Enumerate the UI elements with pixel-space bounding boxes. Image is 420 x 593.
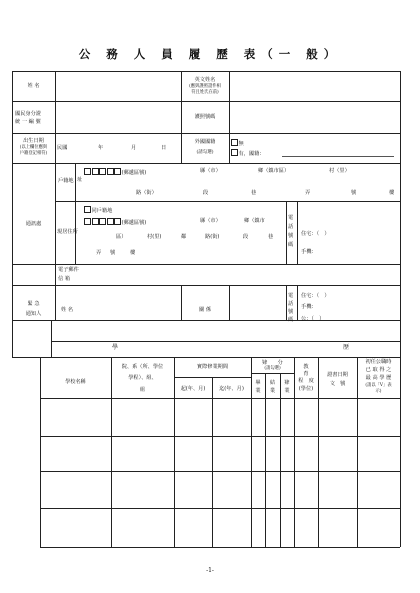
household-floor: 樓	[389, 190, 395, 196]
birth-year-unit: 年	[98, 145, 104, 151]
residence-road: 路(街)	[205, 234, 220, 240]
highest-degree-header: (請以「V」表	[365, 383, 392, 388]
passport-field[interactable]	[230, 102, 399, 132]
foreign-has-option[interactable]: 有，國籍：	[231, 149, 264, 158]
household-number: 號	[351, 190, 357, 196]
household-village: 村（里）	[329, 168, 350, 174]
home-phone-field[interactable]: 住宅：（ ）	[301, 231, 330, 237]
emergency-home-phone[interactable]: 住宅：（ ）	[301, 293, 330, 299]
household-alley: 弄	[305, 190, 311, 196]
status-completed: 結	[269, 380, 276, 386]
degree-header: 教	[303, 364, 309, 370]
status-dropped: 業	[284, 388, 290, 394]
household-lane: 巷	[251, 190, 257, 196]
residence-lane: 巷	[268, 234, 274, 240]
id-number-field[interactable]	[56, 102, 180, 132]
same-as-household-option[interactable]: 同戶籍地	[84, 206, 112, 215]
household-postal[interactable]: (郵遞區號)	[84, 168, 146, 177]
residence-postal[interactable]: (郵遞區號)	[84, 218, 146, 227]
status-graduated: 業	[255, 388, 261, 394]
household-county: 縣（市）	[200, 168, 221, 174]
address-section-label: 通訊處	[25, 221, 42, 227]
page-number: -1-	[206, 567, 214, 574]
highest-degree-header: 已 取 得 之	[365, 367, 392, 373]
birth-label: 出生日期	[23, 138, 44, 144]
english-name-note: (應與護照證件相	[189, 84, 221, 89]
id-label: 國民身分證	[15, 111, 41, 117]
english-name-note: 符且姓氏在前)	[191, 90, 219, 95]
certificate-header: 文 號	[329, 381, 346, 387]
status-note: (請勾選)	[264, 366, 281, 371]
emergency-name-field[interactable]	[80, 286, 180, 319]
household-township: 鄉（鎮市區）	[258, 168, 290, 174]
status-graduated: 畢	[255, 380, 261, 386]
household-label: 戶籍地	[58, 178, 74, 184]
department-header: 學程）、組、	[128, 375, 157, 381]
emergency-label: 通知人	[25, 311, 42, 317]
form-title: 公 務 人 員 履 歷 表（一 般）	[78, 47, 342, 61]
period-start-header: 起(年、月)	[180, 386, 206, 392]
birth-month-unit: 月	[131, 145, 137, 151]
emergency-phone-label: 電	[288, 293, 294, 299]
degree-header: 程 度	[298, 378, 314, 384]
emergency-phone-label: 碼	[288, 317, 294, 323]
phone-label: 話	[288, 224, 294, 230]
emergency-relation-field[interactable]	[230, 286, 285, 319]
birth-note: (以上欄位應與	[19, 145, 48, 150]
foreign-none-option[interactable]: 無	[231, 139, 244, 148]
birth-note: 戶籍登記相符)	[19, 151, 48, 156]
emergency-label: 緊 急	[27, 301, 40, 307]
education-section-label: 歷	[343, 344, 350, 351]
department-header: 組	[139, 387, 146, 393]
emergency-mobile[interactable]: 手機：	[301, 304, 317, 310]
english-name-label: 英文姓名	[194, 77, 216, 83]
emergency-name-label: 姓 名	[61, 307, 74, 313]
residence-county: 縣（市）	[200, 218, 221, 224]
checkbox-icon[interactable]	[84, 206, 91, 213]
residence-alley: 弄	[96, 250, 102, 256]
highest-degree-header: 最 高 學 歷	[365, 375, 392, 381]
english-name-field[interactable]	[230, 72, 399, 100]
residence-floor: 樓	[130, 250, 136, 256]
highest-degree-header: 示)	[375, 389, 382, 394]
department-header: 院、系（所、學位	[121, 364, 164, 370]
status-header: 肄 分	[262, 360, 283, 366]
highest-degree-header: 初任公職時	[365, 359, 392, 365]
email-label: 信 箱	[58, 276, 71, 282]
certificate-header: 證書日期	[327, 372, 348, 378]
status-dropped: 肄	[284, 380, 290, 386]
foreign-label: 外國國籍	[194, 139, 216, 145]
residence-number: 號	[110, 250, 116, 256]
phone-label: 電	[288, 215, 294, 221]
residence-township: 區）	[116, 234, 127, 240]
birth-era: 民國	[57, 145, 68, 151]
birth-day-unit: 日	[161, 145, 167, 151]
id-label: 統 一 編 號	[15, 119, 41, 125]
period-end-header: 迄(年、月)	[219, 386, 244, 392]
emergency-relation-label: 關 係	[198, 307, 212, 313]
name-label: 姓 名	[27, 83, 40, 89]
residence-label: 現居住所	[57, 229, 78, 235]
residence-village: 村(里)	[147, 234, 162, 240]
household-section: 段	[203, 190, 209, 196]
checkbox-icon[interactable]	[231, 149, 238, 156]
period-header: 實際修業期間	[196, 364, 229, 370]
residence-township: 鄉（鎮市	[244, 218, 265, 224]
email-field[interactable]	[76, 265, 399, 284]
status-completed: 業	[269, 388, 276, 394]
phone-label: 碼	[288, 242, 294, 248]
residence-section: 段	[243, 234, 249, 240]
passport-label: 護照號碼	[194, 114, 216, 120]
foreign-note: (請勾選)	[196, 150, 214, 155]
school-name-header: 學校名稱	[65, 379, 86, 385]
education-section-label: 學	[112, 344, 119, 351]
degree-header: (學位)	[298, 386, 314, 392]
household-address-side: 址	[77, 177, 83, 183]
emergency-office-phone[interactable]: 公：（ ）	[301, 316, 325, 322]
emergency-phone-label: 話	[288, 301, 294, 307]
name-field[interactable]	[56, 72, 180, 100]
household-road: 路（街）	[136, 190, 157, 196]
email-label: 電子郵件	[58, 267, 79, 273]
phone-label: 號	[288, 233, 294, 239]
mobile-field[interactable]: 手機：	[301, 249, 317, 255]
degree-header: 育	[303, 371, 309, 377]
checkbox-icon[interactable]	[231, 139, 238, 146]
emergency-phone-label: 號	[288, 309, 294, 315]
residence-neighborhood: 鄰	[181, 234, 187, 240]
